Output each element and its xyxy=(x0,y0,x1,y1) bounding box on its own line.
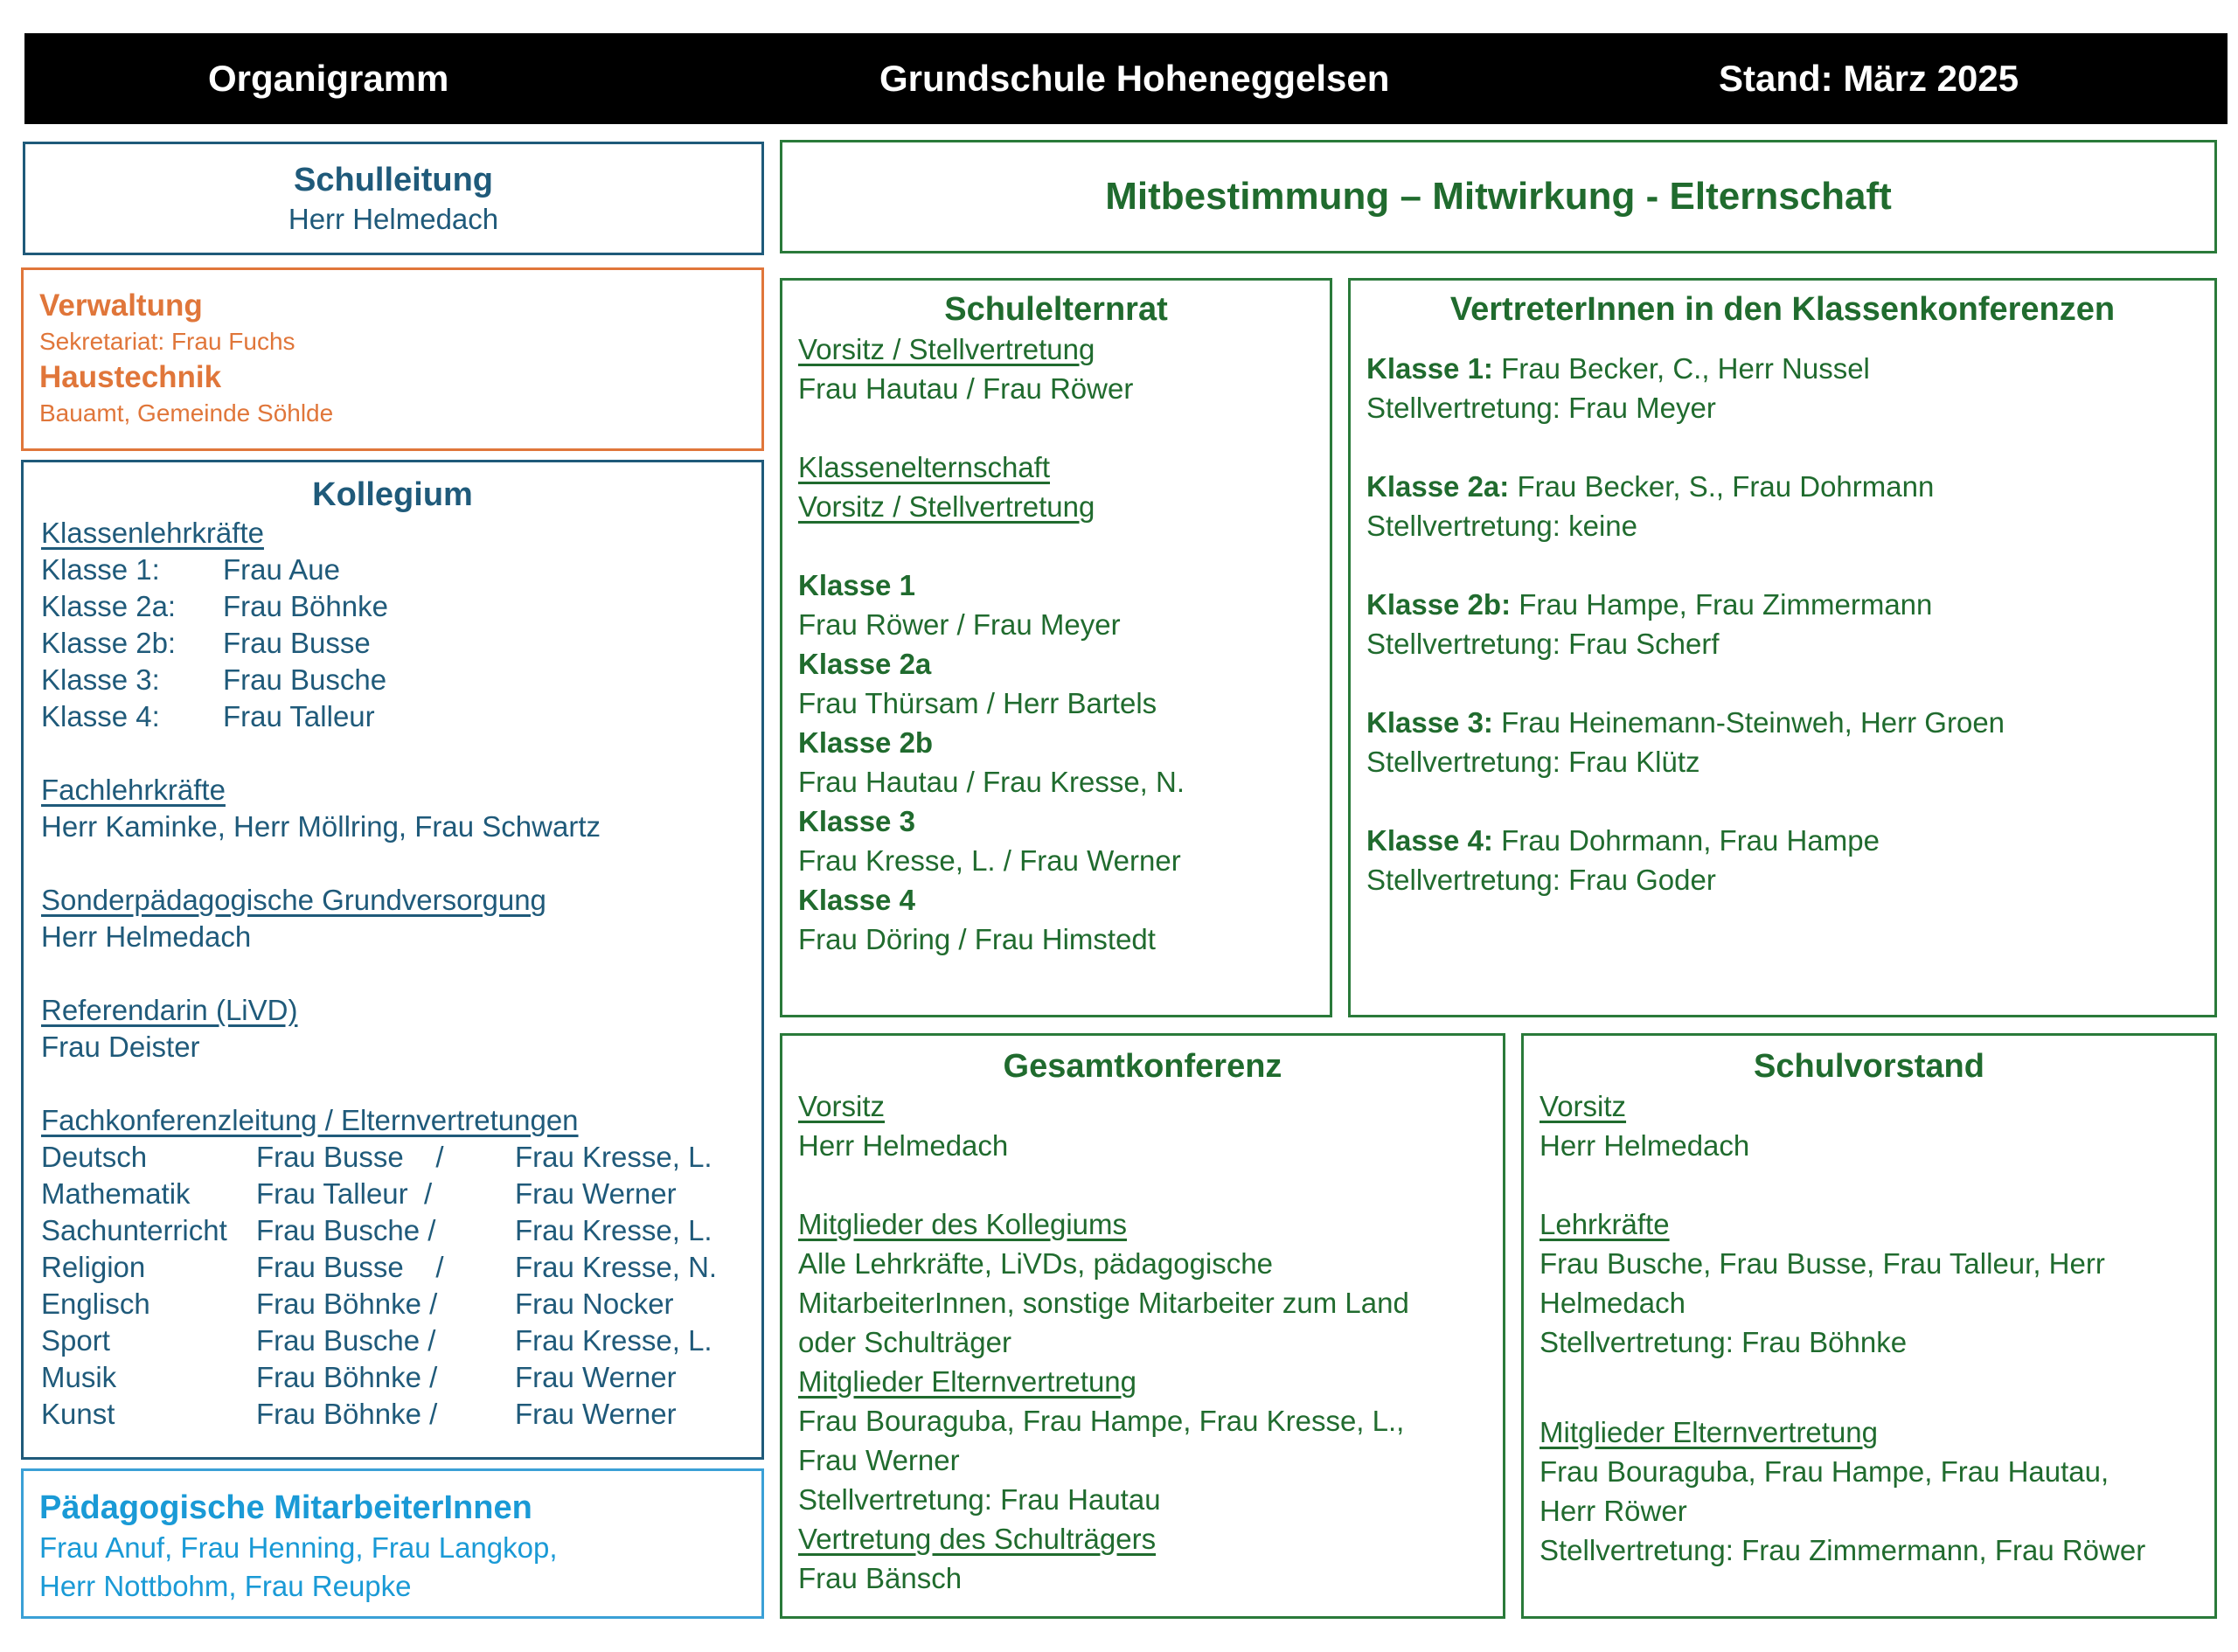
list-item: Klasse 4: Frau Dohrmann, Frau Hampe Stellvertretung: Frau Goder xyxy=(1366,824,1880,896)
mitbestimmung-box xyxy=(780,140,2217,253)
referendarin-heading: Referendarin (LiVD) xyxy=(41,994,298,1026)
kollegium-title: Kollegium xyxy=(312,476,473,513)
gk-eltern-line: Stellvertretung: Frau Hautau xyxy=(798,1483,1161,1516)
gk-vorsitz-text: Herr Helmedach xyxy=(798,1129,1009,1162)
list-item: Klasse 2b: Frau Busse xyxy=(41,627,371,659)
schulleitung-box xyxy=(23,142,764,255)
header-right: Stand: März 2025 xyxy=(1719,58,2019,99)
table-row: Englisch Frau Böhnke / Frau Nocker xyxy=(41,1288,674,1320)
gk-kollegium-line: oder Schulträger xyxy=(798,1326,1011,1358)
list-item: Frau Thürsam / Herr Bartels xyxy=(798,687,1157,719)
ser-vorsitz-text: Frau Hautau / Frau Röwer xyxy=(798,372,1134,405)
header-bar xyxy=(24,33,2228,124)
list-item: Klasse 2a: Frau Becker, S., Frau Dohrmann Stellvertretung: keine xyxy=(1366,470,1935,542)
table-row: Musik Frau Böhnke / Frau Werner xyxy=(41,1361,677,1393)
gk-kollegium-heading: Mitglieder des Kollegiums xyxy=(798,1208,1128,1240)
sv-lehrkraefte-heading: Lehrkräfte xyxy=(1539,1208,1670,1240)
sv-eltern-heading: Mitglieder Elternvertretung xyxy=(1539,1416,1879,1448)
gk-kollegium-line: MitarbeiterInnen, sonstige Mitarbeiter zum Land xyxy=(798,1287,1409,1319)
fachlehrkraefte-text: Herr Kaminke, Herr Möllring, Frau Schwartz xyxy=(41,810,601,843)
verwaltung-title: Verwaltung xyxy=(39,288,203,323)
klassenelternschaft-subheading: Vorsitz / Stellvertretung xyxy=(798,490,1095,523)
table-row: Kunst Frau Böhnke / Frau Werner xyxy=(41,1398,677,1430)
schulvorstand-title: Schulvorstand xyxy=(1754,1048,1984,1085)
header-left: Organigramm xyxy=(208,58,449,99)
list-item: Klasse 3 xyxy=(798,805,915,837)
gk-vorsitz-heading: Vorsitz xyxy=(798,1090,886,1122)
sv-lehrkraefte-line: Frau Busche, Frau Busse, Frau Talleur, Herr xyxy=(1539,1247,2105,1280)
schulelternrat-box xyxy=(780,278,1332,1017)
list-item: Frau Hautau / Frau Kresse, N. xyxy=(798,766,1185,798)
ser-vorsitz-heading: Vorsitz / Stellvertretung xyxy=(798,333,1095,365)
fachkonferenz-table xyxy=(41,1139,761,1433)
referendarin-text: Frau Deister xyxy=(41,1031,200,1063)
list-item: Klasse 2b xyxy=(798,726,934,759)
kollegium-box xyxy=(21,460,764,1460)
gk-eltern-heading: Mitglieder Elternvertretung xyxy=(798,1365,1137,1398)
table-row: Mathematik Frau Talleur / Frau Werner xyxy=(41,1177,677,1210)
table-row: Deutsch Frau Busse / Frau Kresse, L. xyxy=(41,1141,712,1173)
list-item: Klasse 1: Frau Becker, C., Herr Nussel Stellvertretung: Frau Meyer xyxy=(1366,352,1870,424)
sv-vorsitz-text: Herr Helmedach xyxy=(1539,1129,1750,1162)
list-item: Klasse 2a: Frau Böhnke xyxy=(41,590,388,622)
fachlehrkraefte-heading: Fachlehrkräfte xyxy=(41,774,226,806)
table-row: Sport Frau Busche / Frau Kresse, L. xyxy=(41,1324,712,1357)
paed-mitarbeiter-line1: Frau Anuf, Frau Henning, Frau Langkop, xyxy=(39,1531,558,1564)
klassenlehrkraefte-heading: Klassenlehrkräfte xyxy=(41,517,264,549)
ser-klassen-list xyxy=(798,566,1330,959)
sv-lehrkraefte-line: Stellvertretung: Frau Böhnke xyxy=(1539,1326,1908,1358)
vertreter-klassen-list xyxy=(1366,349,2214,899)
sv-vorsitz-heading: Vorsitz xyxy=(1539,1090,1627,1122)
sv-eltern-line: Stellvertretung: Frau Zimmermann, Frau Röwer xyxy=(1539,1534,2146,1566)
gk-eltern-line: Frau Bouraguba, Frau Hampe, Frau Kresse, L., xyxy=(798,1405,1405,1437)
verwaltung-box xyxy=(21,267,764,451)
list-item: Frau Röwer / Frau Meyer xyxy=(798,608,1121,641)
fachkonferenz-heading: Fachkonferenzleitung / Elternvertretungen xyxy=(41,1104,579,1136)
list-item: Frau Döring / Frau Himstedt xyxy=(798,923,1156,955)
sonderpaedagogik-heading: Sonderpädagogische Grundversorgung xyxy=(41,884,546,916)
schulleitung-name: Herr Helmedach xyxy=(288,203,499,235)
paed-mitarbeiter-title: Pädagogische MitarbeiterInnen xyxy=(39,1489,532,1526)
list-item: Klasse 1: Frau Aue xyxy=(41,553,340,586)
list-item: Klasse 1 xyxy=(798,569,915,601)
table-row: Sachunterricht Frau Busche / Frau Kresse, L. xyxy=(41,1214,712,1246)
list-item: Klasse 3: Frau Heinemann-Steinweh, Herr Groen Stellvertretung: Frau Klütz xyxy=(1366,706,2005,778)
header-center: Grundschule Hoheneggelsen xyxy=(879,58,1390,99)
table-row: Religion Frau Busse / Frau Kresse, N. xyxy=(41,1251,718,1283)
sv-lehrkraefte-line: Helmedach xyxy=(1539,1287,1685,1319)
schulleitung-title: Schulleitung xyxy=(294,162,493,198)
list-item: Klasse 4 xyxy=(798,884,915,916)
list-item: Klasse 4: Frau Talleur xyxy=(41,700,375,732)
sv-eltern-line: Herr Röwer xyxy=(1539,1495,1687,1527)
paed-mitarbeiter-box xyxy=(21,1468,764,1619)
list-item: Klasse 2b: Frau Hampe, Frau Zimmermann Stellvertretung: Frau Scherf xyxy=(1366,588,1933,660)
vertreter-box xyxy=(1348,278,2217,1017)
list-item: Klasse 2a xyxy=(798,648,932,680)
verwaltung-text: Sekretariat: Frau Fuchs xyxy=(39,328,295,355)
list-item: Klasse 3: Frau Busche xyxy=(41,663,387,696)
gk-kollegium-line: Alle Lehrkräfte, LiVDs, pädagogische xyxy=(798,1247,1273,1280)
sonderpaedagogik-text: Herr Helmedach xyxy=(41,920,252,953)
klassenlehrkraefte-list xyxy=(41,552,761,735)
haustechnik-title: Haustechnik xyxy=(39,360,222,394)
gesamtkonferenz-box xyxy=(780,1033,1505,1619)
klassenelternschaft-heading: Klassenelternschaft xyxy=(798,451,1050,483)
gk-traeger-heading: Vertretung des Schulträgers xyxy=(798,1523,1157,1555)
schulvorstand-box xyxy=(1521,1033,2217,1619)
schulelternrat-title: Schulelternrat xyxy=(944,291,1168,328)
vertreter-title: VertreterInnen in den Klassenkonferenzen xyxy=(1449,291,2116,328)
haustechnik-text: Bauamt, Gemeinde Söhlde xyxy=(39,399,334,427)
gk-traeger-text: Frau Bänsch xyxy=(798,1562,963,1594)
paed-mitarbeiter-line2: Herr Nottbohm, Frau Reupke xyxy=(39,1570,412,1602)
gesamtkonferenz-title: Gesamtkonferenz xyxy=(1003,1048,1282,1085)
sv-eltern-line: Frau Bouraguba, Frau Hampe, Frau Hautau, xyxy=(1539,1455,2109,1488)
list-item: Frau Kresse, L. / Frau Werner xyxy=(798,844,1181,877)
gk-eltern-line: Frau Werner xyxy=(798,1444,960,1476)
mitbestimmung-title: Mitbestimmung – Mitwirkung - Elternschaft xyxy=(1105,175,1892,218)
